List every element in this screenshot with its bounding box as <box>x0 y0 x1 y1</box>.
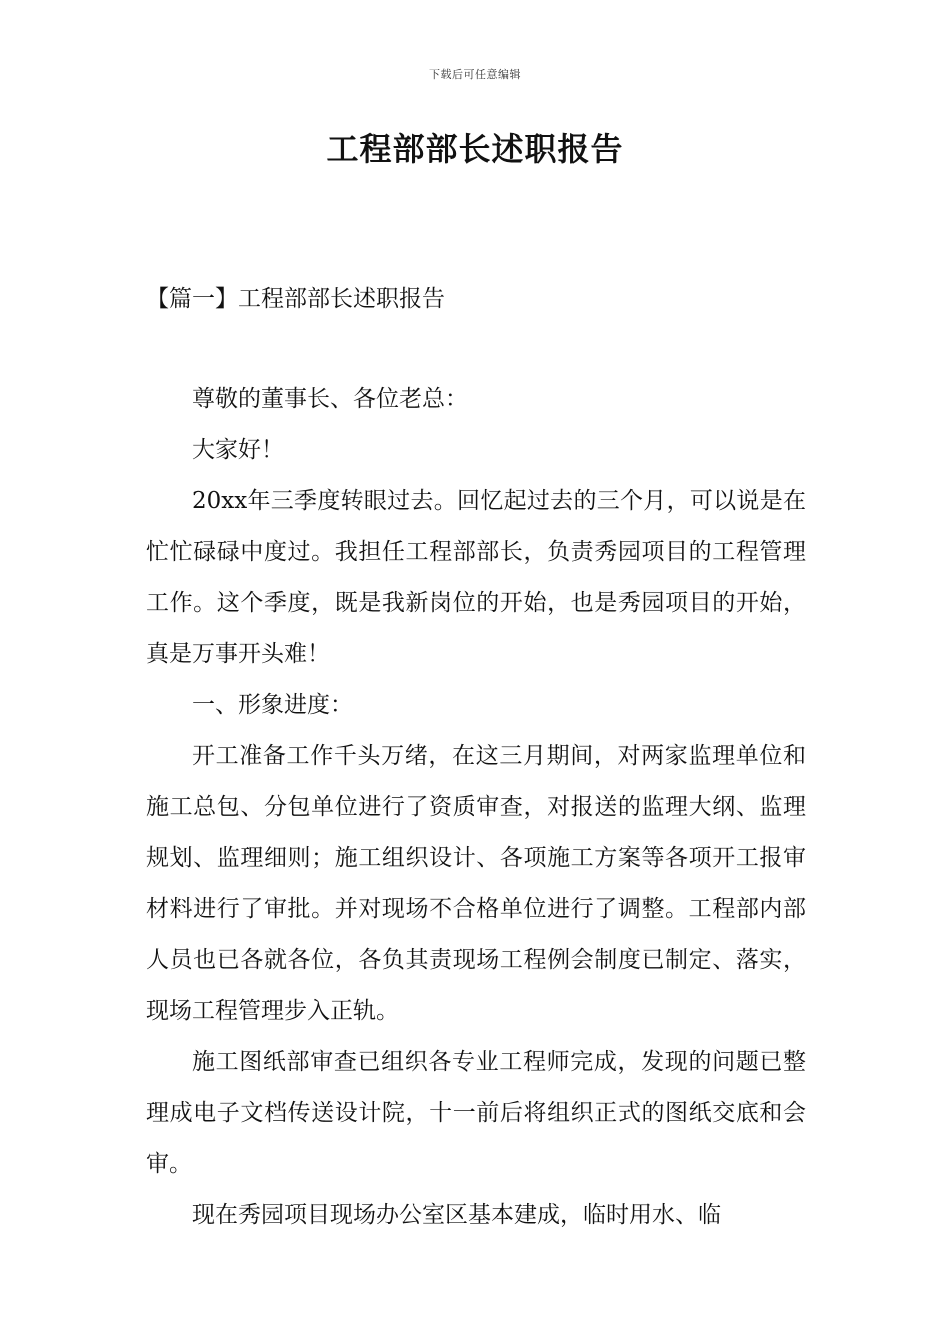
body-text <box>146 374 806 1241</box>
paragraph-site-office: 现在秀园项目现场办公室区基本建成，临时用水、临 <box>192 1202 721 1228</box>
paragraph-intro: 20xx年三季度转眼过去。回忆起过去的三个月，可以说是在忙忙碌碌中度过。我担任工程部部长，负责秀园项目的工程管理工作。这个季度，既是我新岗位的开始，也是秀园项目的开始，真是万事开头难！ <box>146 488 806 667</box>
document-title: 工程部部长述职报告 <box>326 130 624 168</box>
paragraph-greeting: 大家好！ <box>192 437 284 463</box>
paragraph-salutation: 尊敬的董事长、各位老总： <box>192 386 468 412</box>
section-heading: 【篇一】工程部部长述职报告 <box>146 286 445 312</box>
paragraph-subheading: 一、形象进度： <box>192 692 353 718</box>
paragraph-drawings: 施工图纸部审查已组织各专业工程师完成，发现的问题已整理成电子文档传送设计院，十一前后将组织正式的图纸交底和会审。 <box>146 1049 806 1177</box>
header-note: 下载后可任意编辑 <box>429 68 521 81</box>
paragraph-preparation: 开工准备工作千头万绪，在这三月期间，对两家监理单位和施工总包、分包单位进行了资质审查，对报送的监理大纲、监理规划、监理细则；施工组织设计、各项施工方案等各项开工报审材料进行了审批。并对现场不合格单位进行了调整。工程部内部人员也已各就各位，各负其责现场工程例会制度已制定、落实，现场工程管理步入正轨。 <box>146 743 806 1024</box>
